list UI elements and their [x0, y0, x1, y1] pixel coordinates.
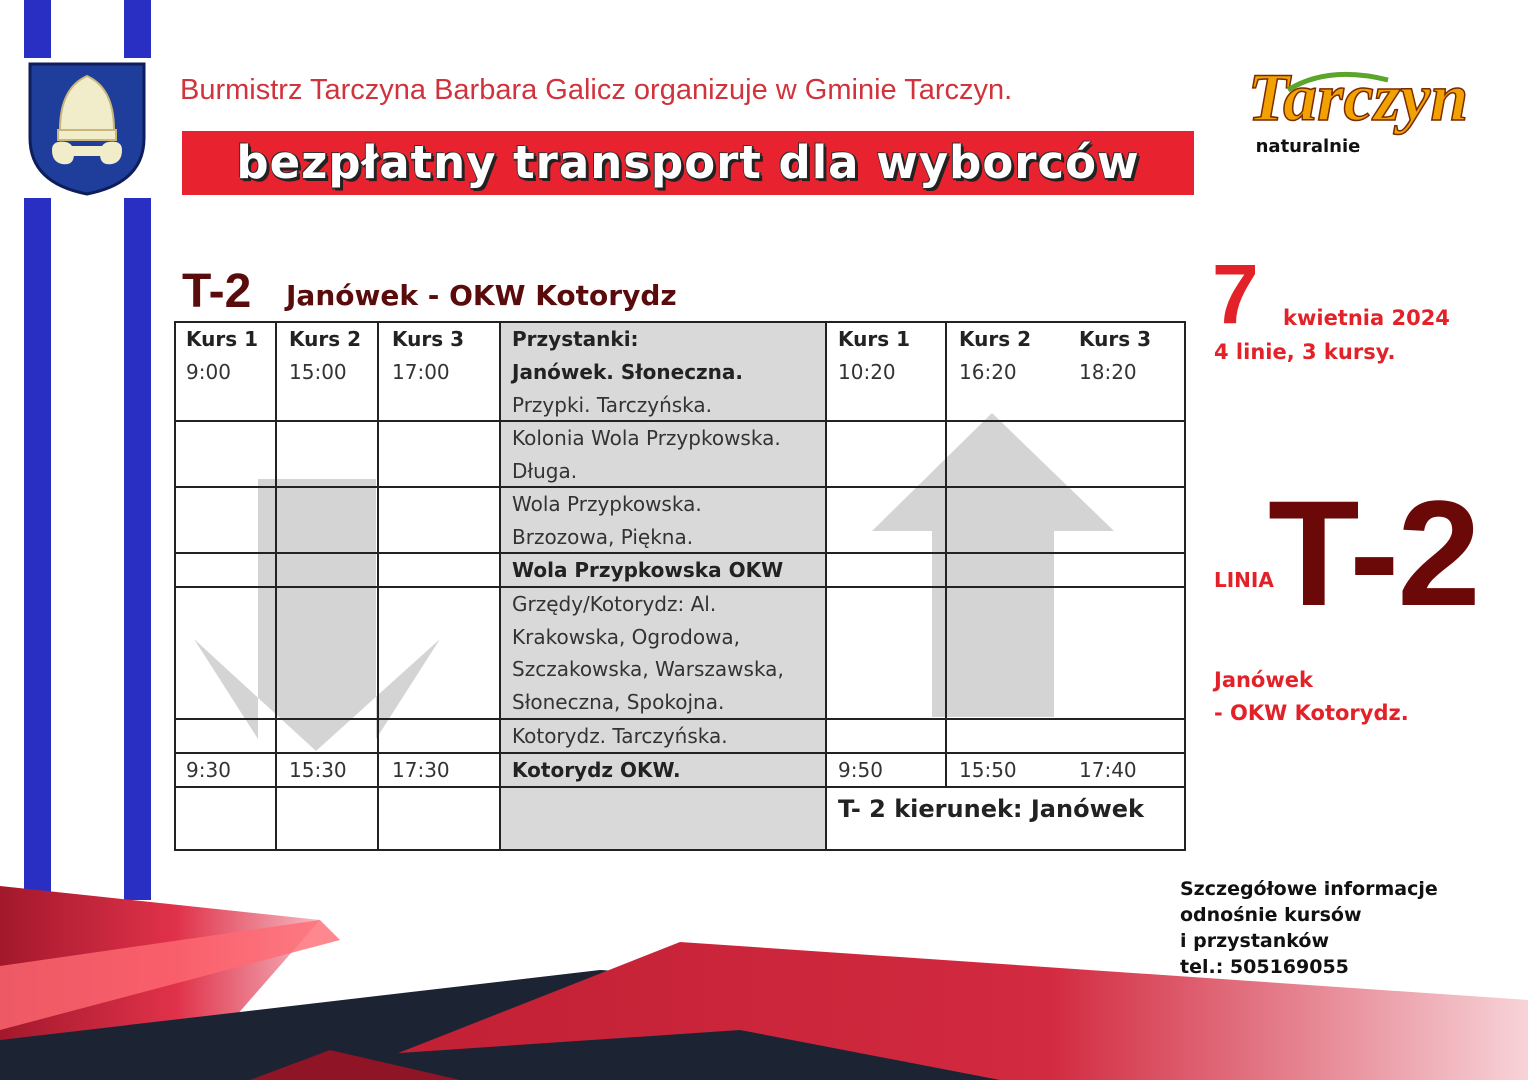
out-course-label: Kurs 1: [186, 327, 259, 351]
bottom-ribbons: [0, 880, 1528, 1080]
lines-info: 4 linie, 3 kursy.: [1214, 340, 1396, 364]
out-course-label: Kurs 2: [289, 327, 362, 351]
return-course-end: 15:50: [959, 758, 1017, 782]
out-course-start: 17:00: [392, 360, 450, 384]
stop: Wola Przypkowska OKW: [512, 558, 784, 582]
info-phone: tel.: 505169055: [1180, 956, 1349, 978]
stop: Szczakowska, Warszawska,: [512, 657, 784, 681]
stop: Przypki. Tarczyńska.: [512, 393, 713, 417]
line-route-line2: - OKW Kotorydz.: [1214, 701, 1409, 725]
return-course-label: Kurs 2: [959, 327, 1032, 351]
stop: Grzędy/Kotorydz: Al.: [512, 592, 717, 616]
stop: Kotorydz OKW.: [512, 758, 681, 782]
info-line: i przystanków: [1180, 930, 1330, 952]
info-line: Szczegółowe informacje: [1180, 878, 1438, 900]
return-course-end: 17:40: [1079, 758, 1137, 782]
return-course-start: 18:20: [1079, 360, 1137, 384]
return-course-end: 9:50: [838, 758, 883, 782]
logo-sub: naturalnie: [1255, 136, 1361, 157]
line-code: T-2: [1268, 469, 1479, 637]
stop: Kolonia Wola Przypkowska.: [512, 426, 781, 450]
route-code: T-2: [182, 265, 252, 318]
timetable: [174, 321, 1186, 851]
line-label: LINIA: [1214, 568, 1274, 592]
info-line: odnośnie kursów: [1180, 904, 1362, 926]
return-course-start: 16:20: [959, 360, 1017, 384]
return-direction: T- 2 kierunek: Janówek: [838, 795, 1144, 823]
out-course-start: 15:00: [289, 360, 347, 384]
route-name: Janówek - OKW Kotorydz: [286, 279, 677, 312]
stop: Krakowska, Ogrodowa,: [512, 625, 741, 649]
line-route-line1: Janówek: [1214, 668, 1313, 692]
stop: Wola Przypkowska.: [512, 492, 702, 516]
stop: Janówek. Słoneczna.: [512, 360, 744, 384]
out-course-end: 15:30: [289, 758, 347, 782]
banner-text: bezpłatny transport dla wyborców: [236, 136, 1140, 189]
line-route: [1214, 664, 1409, 730]
coat-of-arms-icon: [22, 58, 152, 198]
headline: Burmistrz Tarczyna Barbara Galicz organizuje w Gminie Tarczyn.: [180, 74, 1013, 106]
return-course-label: Kurs 3: [1079, 327, 1152, 351]
stop: Brzozowa, Piękna.: [512, 525, 694, 549]
return-course-start: 10:20: [838, 360, 896, 384]
date-month-year: kwietnia 2024: [1283, 306, 1450, 330]
out-course-end: 9:30: [186, 758, 231, 782]
out-course-end: 17:30: [392, 758, 450, 782]
stop: Długa.: [512, 459, 578, 483]
out-course-label: Kurs 3: [392, 327, 465, 351]
out-course-start: 9:00: [186, 360, 231, 384]
stops-header: Przystanki:: [512, 327, 639, 351]
stop: Słoneczna, Spokojna.: [512, 690, 725, 714]
tarczyn-logo: [1228, 60, 1488, 160]
stop: Kotorydz. Tarczyńska.: [512, 724, 728, 748]
banner: [182, 131, 1194, 195]
return-course-label: Kurs 1: [838, 327, 911, 351]
logo-main: Tarczyn: [1247, 60, 1469, 135]
date-day: 7: [1212, 247, 1259, 341]
